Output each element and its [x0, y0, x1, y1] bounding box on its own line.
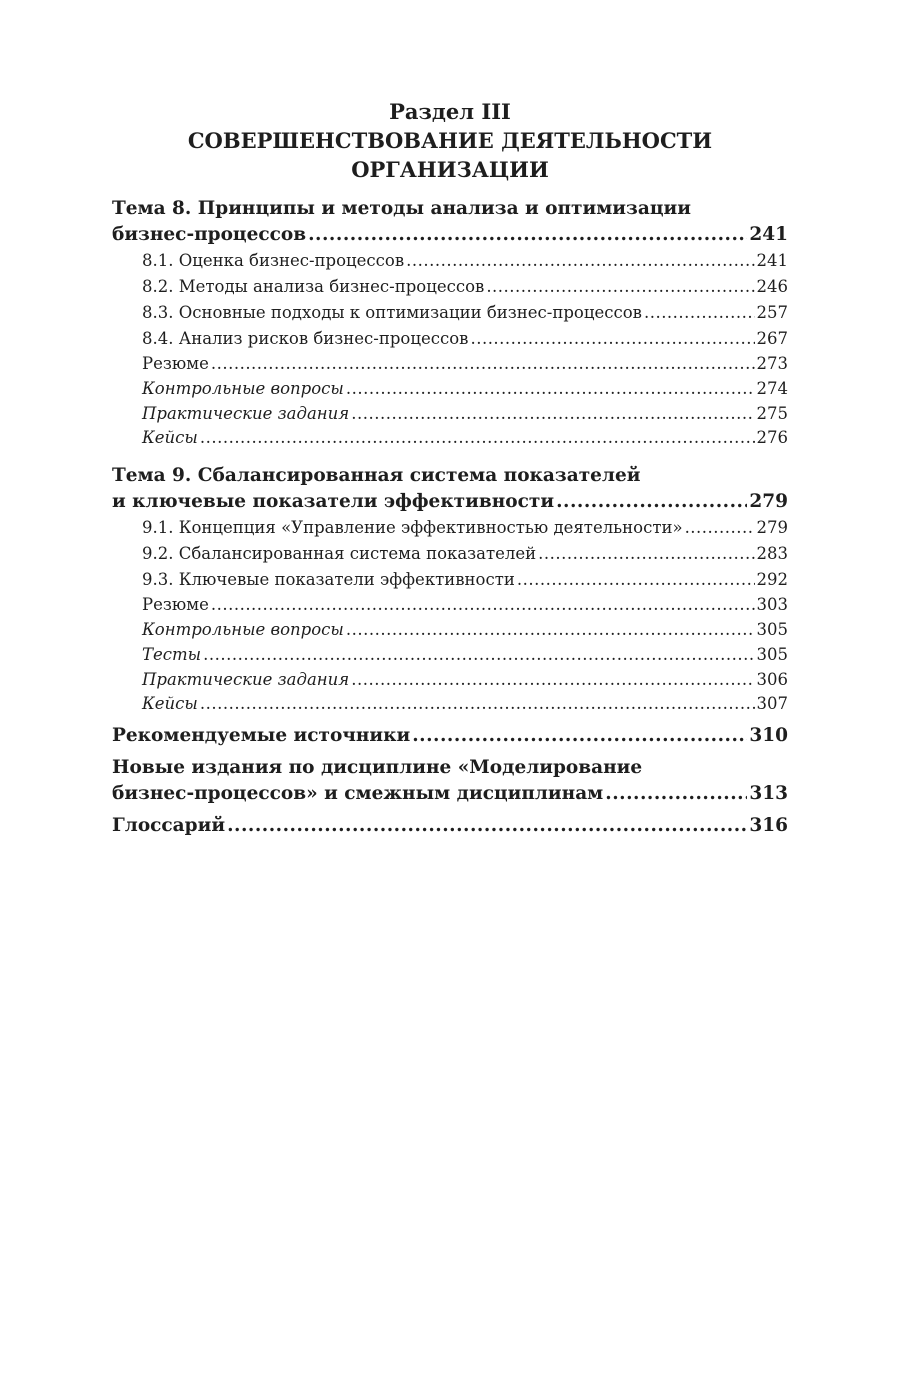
toc-entry-title: 8.4. Анализ рисков бизнес-процессов: [142, 329, 469, 348]
toc-entry-cases[interactable]: [112, 692, 788, 717]
toc-entry-tests[interactable]: [112, 643, 788, 668]
toc-entry-title: 9.1. Концепция «Управление эффективностью деятельности»: [142, 518, 683, 538]
toc-entry-section[interactable]: [112, 515, 788, 541]
dot-leader: [517, 567, 755, 593]
toc-entry-title: 8.2. Методы анализа бизнес-процессов: [142, 277, 485, 296]
part-title-line1: СОВЕРШЕНСТВОВАНИЕ ДЕЯТЕЛЬНОСТИ: [187, 128, 713, 153]
toc-page-number: 310: [749, 725, 788, 747]
toc-page-number: 279: [756, 518, 788, 538]
part-title-line2: ОРГАНИЗАЦИИ: [351, 157, 549, 182]
toc-entry-title: бизнес-процессов» и смежным дисциплинам: [112, 783, 604, 805]
toc-entry-section[interactable]: [112, 541, 788, 567]
toc-entry-topic-8[interactable]: [112, 222, 788, 248]
toc-entry-title: Контрольные вопросы: [142, 619, 344, 639]
toc-entry-title: Кейсы: [142, 428, 198, 448]
toc-page-number: 305: [756, 644, 788, 664]
dot-leader: [227, 813, 747, 839]
toc-entry-title: бизнес-процессов: [112, 224, 307, 245]
toc-page-number: 279: [749, 491, 788, 513]
toc-topic-9: [112, 463, 788, 717]
toc-page-number: 316: [749, 815, 788, 837]
part-label: Раздел III: [389, 99, 511, 124]
toc-page-number: 241: [756, 251, 788, 270]
toc-entry-title: Глоссарий: [112, 815, 226, 837]
dot-leader: [406, 248, 754, 274]
dot-leader: [351, 402, 754, 427]
toc-entry-title: Кейсы: [142, 694, 198, 714]
toc-entry-sources[interactable]: [112, 723, 788, 749]
toc-entry-title: Резюме: [142, 354, 209, 373]
dot-leader: [644, 300, 755, 326]
dot-leader: [486, 274, 754, 300]
dot-leader: [308, 222, 747, 248]
dot-leader: [351, 668, 754, 693]
toc-entry-title: 9.2. Сбалансированная система показателей: [142, 544, 537, 564]
toc-entry-title: 8.3. Основные подходы к оптимизации бизнес-процессов: [142, 303, 642, 322]
toc-entry-title: 9.3. Ключевые показатели эффективности: [142, 570, 515, 590]
dot-leader: [346, 377, 755, 402]
toc-entry-section[interactable]: [112, 567, 788, 593]
toc-page-number: 273: [756, 354, 788, 373]
toc-page-number: 306: [756, 669, 788, 689]
dot-leader: [203, 643, 754, 668]
toc-entry-practical[interactable]: [112, 402, 788, 427]
topic-title-line1: Тема 9. Сбалансированная система показателей: [112, 465, 641, 487]
toc-entry-questions[interactable]: [112, 377, 788, 402]
toc-entry-section[interactable]: [112, 300, 788, 326]
toc-entry-title: Практические задания: [142, 669, 350, 689]
toc-entry-title: Резюме: [142, 595, 209, 615]
toc-entry-title: Практические задания: [142, 403, 350, 423]
toc-entry-cases[interactable]: [112, 426, 788, 451]
toc-entry-practical[interactable]: [112, 668, 788, 693]
toc-entry-topic-9[interactable]: [112, 489, 788, 515]
dot-leader: [412, 723, 747, 749]
dot-leader: [470, 326, 754, 352]
toc-entry-title: Контрольные вопросы: [142, 378, 344, 398]
toc-page-number: 241: [749, 224, 788, 245]
toc-entry-questions[interactable]: [112, 618, 788, 643]
topic-title-line1: Тема 8. Принципы и методы анализа и оптимизации: [112, 198, 691, 219]
toc-page-number: 313: [749, 783, 788, 805]
part-heading: [112, 98, 788, 184]
dot-leader: [346, 618, 755, 643]
dot-leader: [200, 692, 755, 717]
dot-leader: [685, 515, 755, 541]
dot-leader: [211, 352, 755, 377]
toc-page-number: 276: [756, 428, 788, 448]
toc-entry-section[interactable]: [112, 248, 788, 274]
toc-entry-glossary[interactable]: [112, 813, 788, 839]
toc-page-number: 267: [756, 329, 788, 348]
toc-entry-title: 8.1. Оценка бизнес-процессов: [142, 251, 405, 270]
dot-leader: [200, 426, 755, 451]
toc-page-number: 283: [756, 544, 788, 564]
toc-page-number: 303: [756, 595, 788, 615]
toc-topic-8: [112, 196, 788, 451]
toc-entry-summary[interactable]: [112, 352, 788, 377]
toc-entry-title-line1: Новые издания по дисциплине «Моделирование: [112, 757, 643, 779]
toc-page-number: 274: [756, 378, 788, 398]
table-of-contents: [112, 98, 788, 839]
toc-page-number: 307: [756, 694, 788, 714]
toc-entry-title: Рекомендуемые источники: [112, 725, 411, 747]
toc-entry-summary[interactable]: [112, 593, 788, 618]
toc-page-number: 246: [756, 277, 788, 296]
toc-entry-title: Тесты: [142, 644, 202, 664]
dot-leader: [538, 541, 754, 567]
toc-entry-section[interactable]: [112, 274, 788, 300]
toc-page-number: 275: [756, 403, 788, 423]
dot-leader: [556, 489, 747, 515]
toc-entry-new-editions[interactable]: [112, 755, 788, 807]
dot-leader: [211, 593, 755, 618]
toc-entry-title: и ключевые показатели эффективности: [112, 491, 555, 513]
toc-entry-section[interactable]: [112, 326, 788, 352]
toc-page-number: 305: [756, 619, 788, 639]
dot-leader: [605, 781, 747, 807]
toc-page-number: 292: [756, 570, 788, 590]
toc-page-number: 257: [756, 303, 788, 322]
